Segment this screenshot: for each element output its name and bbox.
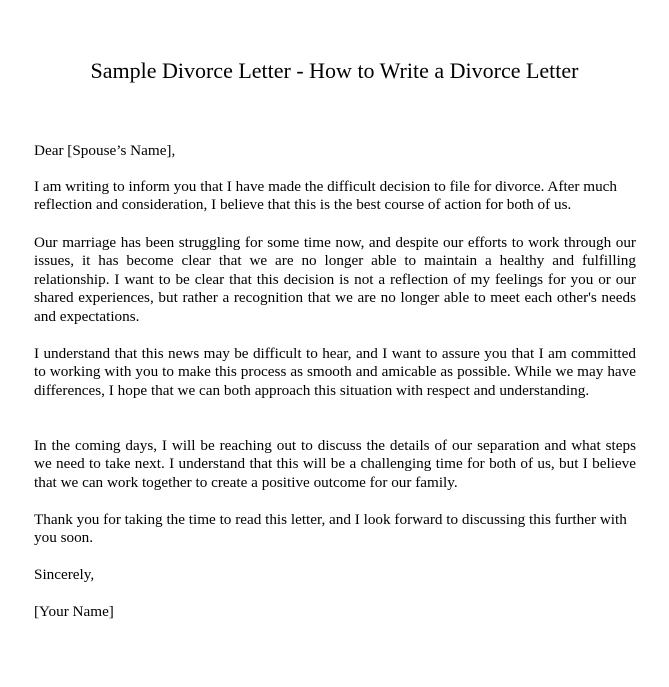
paragraph-1: I am writing to inform you that I have made the difficult decision to file for divorce. After much reflection and consideration, I believe that this is the best course of action for both of us. [34, 178, 618, 214]
paragraph-3: I understand that this news may be difficult to hear, and I want to assure you that I am committed to working with you to make this process as smooth and amicable as possible. While we may have differences, I hope that we can both approach this situation with respect and understanding. [34, 345, 636, 399]
page-title: Sample Divorce Letter - How to Write a Divorce Letter [90, 58, 579, 83]
salutation: Dear [Spouse’s Name], [34, 142, 176, 159]
paragraph-4: In the coming days, I will be reaching out to discuss the details of our separation and what steps we need to take next. I understand that this will be a challenging time for both of us, but I believe that we can work together to create a positive outcome for our family. [34, 437, 636, 491]
signature: [Your Name] [34, 603, 114, 620]
paragraph-5: Thank you for taking the time to read this letter, and I look forward to discussing this further with you soon. [34, 511, 627, 547]
paragraph-2: Our marriage has been struggling for some time now, and despite our efforts to work through our issues, it has become clear that we are no longer able to maintain a healthy and fulfilling relationship. I want to be clear that this decision is not a reflection of my feelings for you or our shared experiences, but rather a recognition that we are no longer able to meet each other's needs and expectations. [34, 234, 636, 325]
closing: Sincerely, [34, 566, 95, 583]
